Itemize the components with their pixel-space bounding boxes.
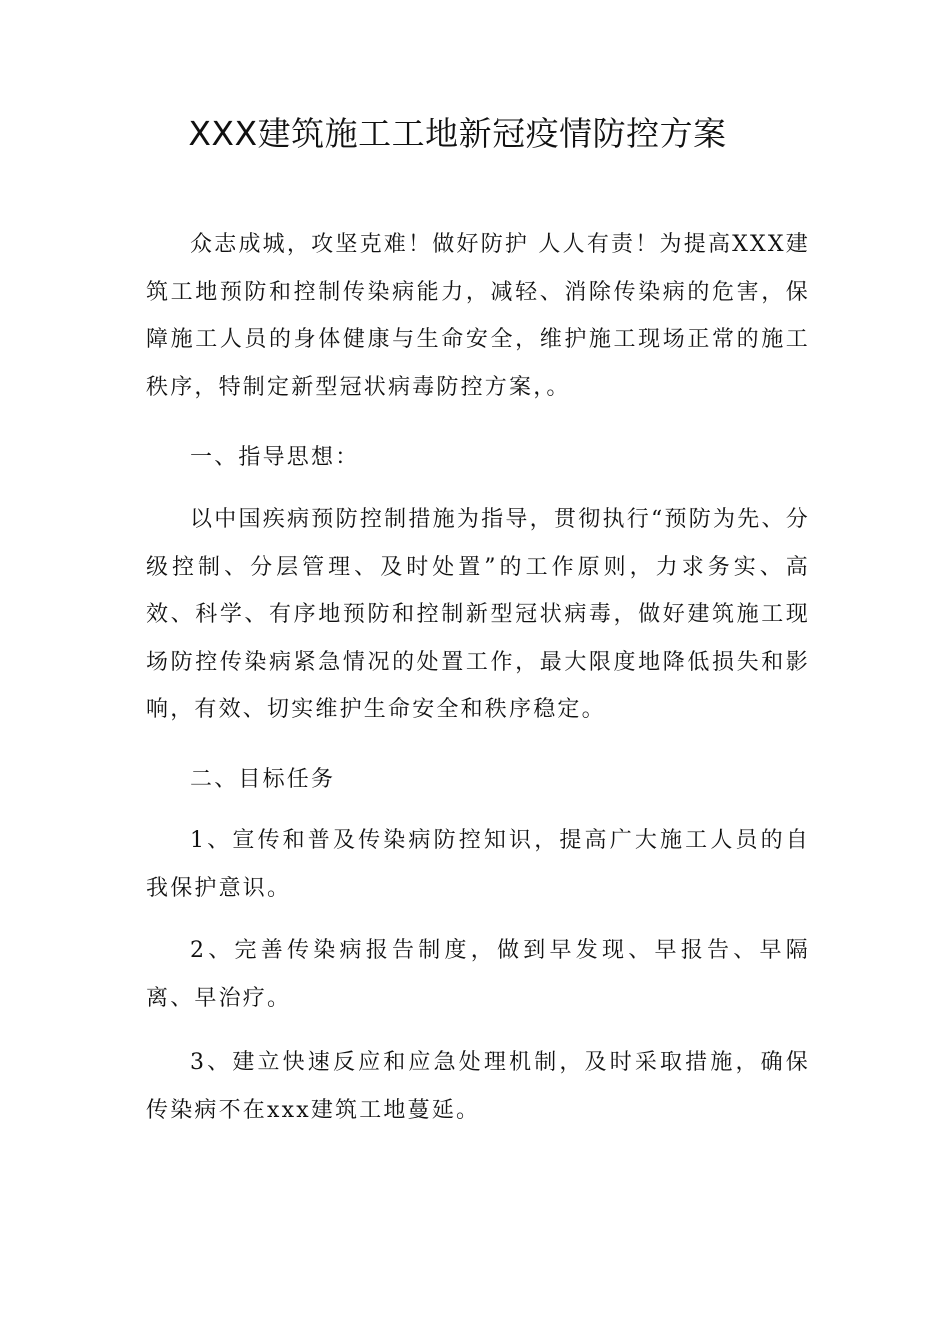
section-one-paragraph: 以中国疾病预防控制措施为指导，贯彻执行“预防为先、分级控制、分层管理、及时处置”的工作原则，力求务实、高效、科学、有序地预防和控制新型冠状病毒，做好建筑施工现场防控传染病紧急情况的处置工作，最大限度地降低损失和影响，有效、切实维护生命安全和秩序稳定。: [146, 507, 810, 722]
document-title: XXX建筑施工工地新冠疫情防控方案: [188, 114, 727, 153]
task-item-1: 1、宣传和普及传染病防控知识，提高广大施工人员的自我保护意识。: [146, 828, 810, 901]
section-two-heading: 二、目标任务: [190, 767, 336, 792]
intro-paragraph: 众志成城，攻坚克难！做好防护 人人有责！为提高XXX建筑工地预防和控制传染病能力，减轻、消除传染病的危害，保障施工人员的身体健康与生命安全，维护施工现场正常的施工秩序，特制定新型冠状病毒防控方案，。: [146, 232, 810, 400]
task-item-2: 2、完善传染病报告制度，做到早发现、早报告、早隔离、早治疗。: [146, 938, 810, 1011]
section-one-heading: 一、指导思想：: [190, 445, 360, 470]
task-item-3: 3、建立快速反应和应急处理机制，及时采取措施，确保传染病不在xxx建筑工地蔓延。: [146, 1050, 810, 1123]
